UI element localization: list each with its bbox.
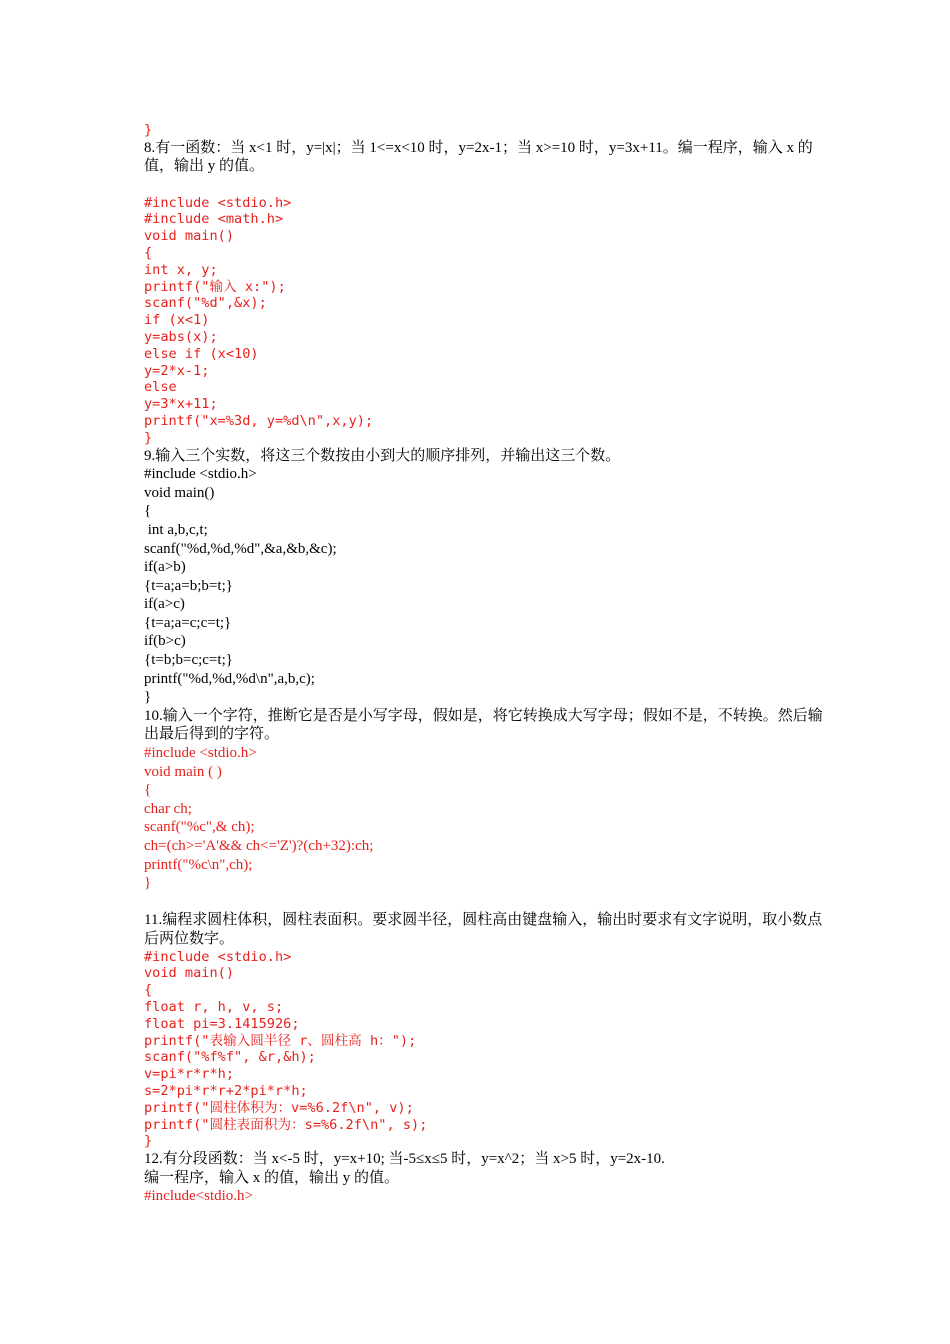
code-line: void main ( ) [144, 763, 222, 780]
blank-line [144, 893, 824, 912]
section-11 [144, 911, 824, 1150]
code-line: scanf("%d,%d,%d",&a,&b,&c); [144, 540, 337, 557]
question-8: 8.有一函数：当 x<1 时，y=|x|；当 1<=x<10 时，y=2x-1；当 x>=10 时，y=3x+11。编一程序，输入 x 的值，输出 y 的值。 [144, 139, 813, 175]
code-line: y=abs(x); [144, 328, 218, 345]
question-11: 11.编程求圆柱体积，圆柱表面积。要求圆半径，圆柱高由键盘输入，输出时要求有文字说明，取小数点后两位数字。 [144, 912, 823, 947]
question-10: 10.输入一个字符，推断它是否是小写字母，假如是，将它转换成大写字母；假如不是，不转换。然后输出最后得到的字符。 [144, 707, 823, 743]
code-line: #include <stdio.h> [144, 194, 292, 211]
section-8 [144, 122, 824, 447]
code-line: float pi=3.1415926; [144, 1015, 300, 1032]
code-line: ch=(ch>='A'&& ch<='Z')?(ch+32):ch; [144, 838, 374, 854]
code-line: if(b>c) [144, 633, 186, 650]
code-line: scanf("%f%f", &r,&h); [144, 1049, 316, 1066]
code-line: } [144, 122, 153, 138]
code-line: { [144, 982, 153, 999]
code-line: void main() [144, 965, 235, 982]
code-block-11 [144, 949, 824, 1151]
code-line: v=pi*r*r*h; [144, 1066, 235, 1083]
code-line: printf("圆柱表面积为：s=%6.2f\n", s); [144, 1116, 428, 1133]
code-line: } [144, 429, 153, 446]
code-line: float r, h, v, s; [144, 998, 284, 1015]
code-line: #include<stdio.h> [144, 1188, 253, 1205]
question-12-line-1: 12.有分段函数：当 x<-5 时，y=x+10; 当-5≤x≤5 时，y=x^2；当 x>5 时，y=2x-10. [144, 1151, 665, 1168]
code-block-9 [144, 465, 824, 707]
code-line: void main() [144, 484, 215, 501]
code-block-10 [144, 744, 824, 893]
code-line: {t=b;b=c;c=t;} [144, 652, 233, 669]
code-line: { [144, 503, 152, 520]
code-line: } [144, 1133, 153, 1150]
code-line: printf("%c\n",ch); [144, 856, 253, 873]
code-line: {t=a;a=b;b=t;} [144, 577, 233, 594]
section-9 [144, 447, 824, 707]
code-line: scanf("%d",&x); [144, 295, 267, 312]
code-line: printf("输入 x:"); [144, 278, 286, 295]
code-line: void main() [144, 228, 235, 245]
code-line: int x, y; [144, 261, 218, 278]
section-10 [144, 707, 824, 912]
code-block-8 [144, 195, 824, 447]
code-line: int a,b,c,t; [144, 521, 208, 538]
code-line: printf("圆柱体积为：v=%6.2f\n", v); [144, 1099, 414, 1116]
code-line: { [144, 782, 152, 799]
code-line: printf("%d,%d,%d\n",a,b,c); [144, 670, 315, 687]
code-line: printf("表输入圆半径 r、圆柱高 h："); [144, 1032, 417, 1049]
code-line: y=2*x-1; [144, 362, 210, 379]
code-line: y=3*x+11; [144, 396, 218, 413]
blank-line [144, 176, 824, 195]
code-line: scanf("%c",& ch); [144, 819, 255, 836]
question-9: 9.输入三个实数，将这三个数按由小到大的顺序排列，并输出这三个数。 [144, 447, 621, 464]
section-12 [144, 1150, 824, 1206]
code-line: if(a>c) [144, 596, 185, 613]
code-line: else if (x<10) [144, 345, 259, 362]
code-line: if(a>b) [144, 559, 186, 576]
code-line: else [144, 379, 177, 396]
code-line: #include <stdio.h> [144, 745, 257, 762]
code-line: #include <stdio.h> [144, 466, 257, 483]
code-line: printf("x=%3d, y=%d\n",x,y); [144, 412, 374, 429]
code-line: #include <math.h> [144, 211, 284, 228]
code-line: #include <stdio.h> [144, 948, 292, 965]
code-line: { [144, 244, 153, 261]
code-line: } [144, 875, 152, 892]
document-page [144, 122, 824, 1206]
code-line: char ch; [144, 800, 192, 817]
code-line: } [144, 689, 152, 706]
code-line: {t=a;a=c;c=t;} [144, 614, 232, 631]
code-line: s=2*pi*r*r+2*pi*r*h; [144, 1082, 308, 1099]
code-line: if (x<1) [144, 312, 210, 329]
question-12-line-2: 编一程序，输入 x 的值，输出 y 的值。 [144, 1169, 400, 1186]
